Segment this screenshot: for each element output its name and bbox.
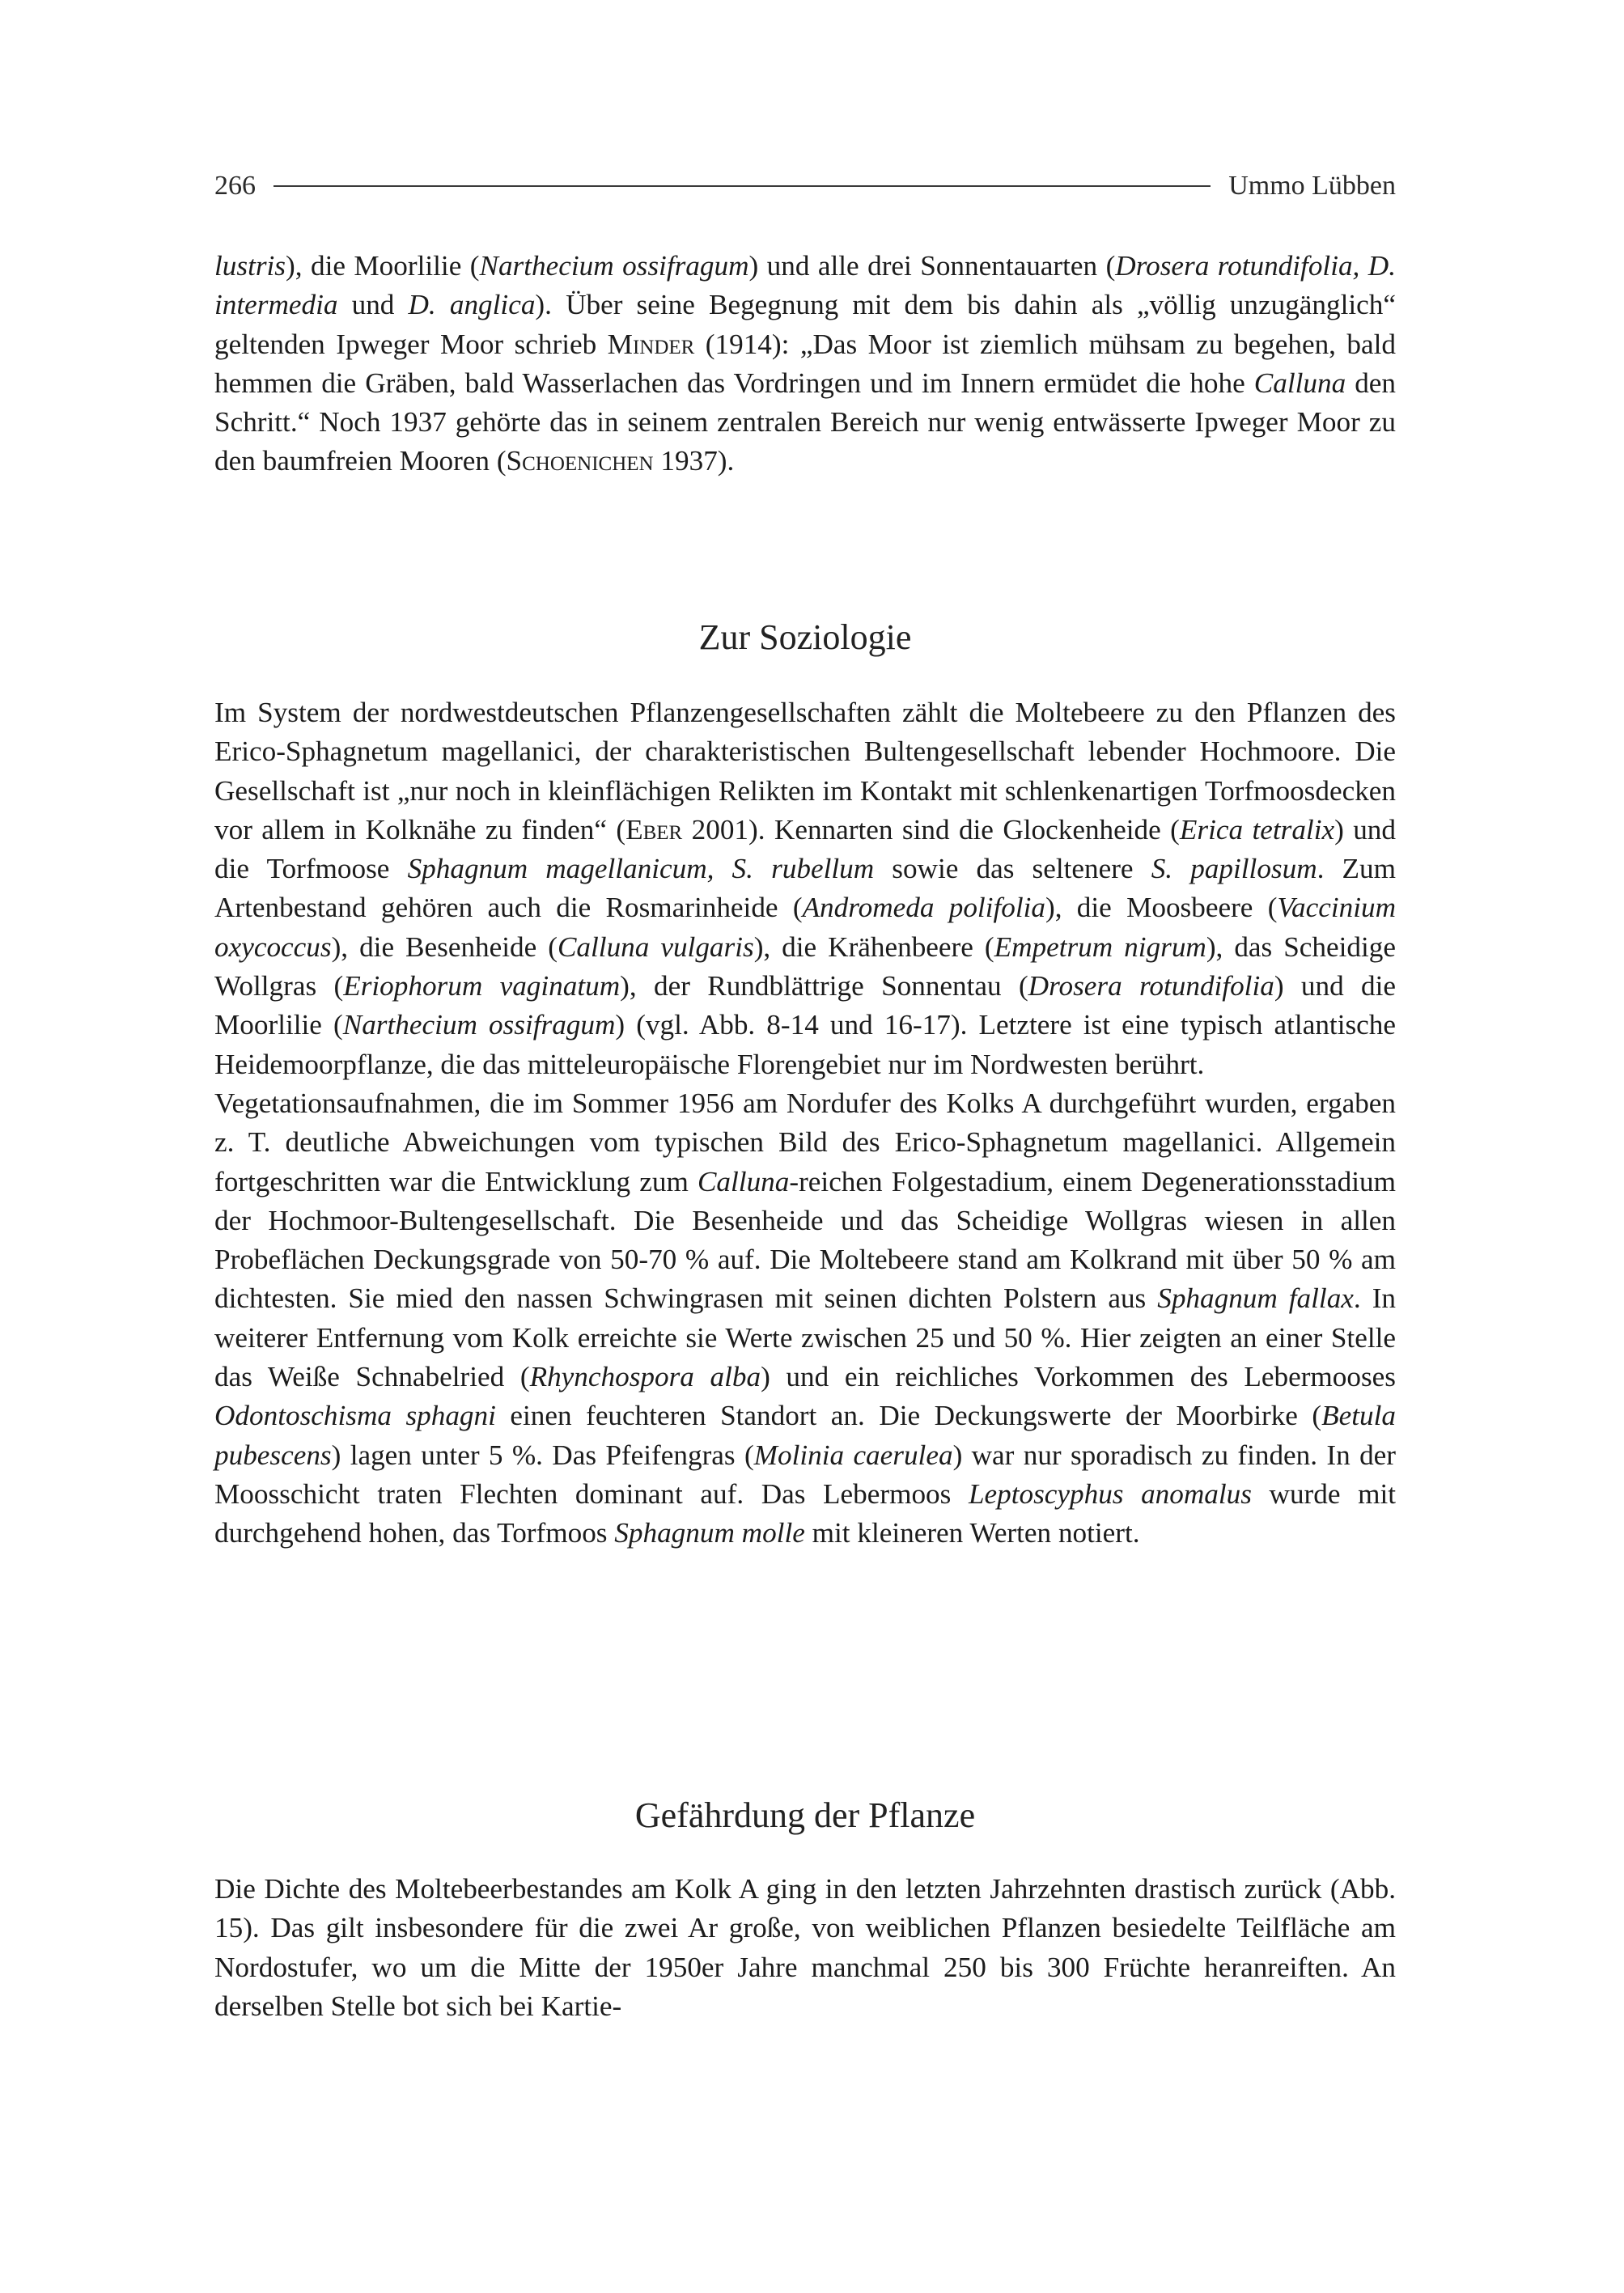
text-run: ) war nur sporadisch zu finden. In der Moosschicht traten Flechten dominant auf. Das Lebermoos [214,1439,1397,1510]
text-run: . In weiterer Entfernung vom Kolk erreichte sie Werte zwischen 25 und 50 %. Hier zeigten an einer Stelle das Weiße Schnabelried ( [214,1282,1397,1393]
running-head [214,166,1396,206]
italic-text: Leptoscyphus anomalus [968,1477,1252,1510]
text-run: ) und die Torfmoose [214,813,1396,885]
text-run: Im System der nordwestdeutschen Pflanzengesellschaften zählt die Moltebeere zu den Pflanzen des Erico-Sphagnetum magellanici, der charakteristischen Bultengesellschaft lebender Hochmoore. Die Gesellschaft ist „nur noch in kleinflächigen Relikten im Kontakt mit schlenkenartigen Torfmoosdecken vor allem in Kolknähe zu finden“ ( [214,697,1396,846]
italic-text: Calluna [697,1165,790,1197]
text-run: 2001). Kennarten sind die Glockenheide ( [682,813,1180,846]
text-run: ) und ein reichliches Vorkommen des Lebermooses [761,1361,1396,1393]
text-run: ), die Moorlilie ( [286,250,480,282]
gefaehrdung-paragraph: Die Dichte des Moltebeerbestandes am Kolk A ging in den letzten Jahrzehnten drastisch zurück (Abb. 15). Das gilt insbesondere für die zwei Ar große, von weiblichen Pflanzen besiedelte Teilfläche am Nordostufer, wo um die Mitte der 1950er Jahre manchmal 250 bis 300 Früchte heranreiften. An derselben Stelle bot sich bei Kartie- [214,1873,1396,2022]
italic-text: S. papillosum [1151,853,1317,885]
italic-text: Betula pubescens [214,1400,1396,1471]
text-run: Vegetationsaufnahmen, die im Sommer 1956 am Nordufer des Kolks A durchgeführt wurden, ergaben z. T. deutliche Abweichungen vom typischen Bild des Erico-Sphagnetum magellanici. Allgemein fortgeschritten war die Entwicklung zum [214,1087,1396,1197]
italic-text: Odontoschisma sphagni [214,1400,496,1432]
italic-text: Vaccinium oxycoccus [214,892,1397,963]
italic-text: lustris [214,250,286,282]
text-run: ) lagen unter 5 %. Das Pfeifengras ( [331,1439,754,1471]
author-citation: Minder [607,328,695,360]
italic-text: Sphagnum fallax [1157,1282,1354,1315]
text-run: den Schritt.“ Noch 1937 gehörte das in seinem zentralen Bereich nur wenig entwässerte Ipweger Moor zu den baumfreien Mooren ( [214,367,1397,477]
text-run: 1937). [653,445,735,477]
author-citation: Schoenichen [506,445,654,477]
text-run: -reichen Folgestadium, einem Degenerationsstadium der Hochmoor-Bultengesellschaft. Die Besenheide und das Scheidige Wollgras wiesen in allen Probeflächen Deckungsgrade von 50-70 % auf. Die Moltebeere stand am Kolkrand mit über 50 % am dichtesten. Sie mied den nassen Schwingrasen mit seinen dichten Polstern aus [214,1165,1396,1315]
text-run: ) (vgl. Abb. 8-14 und 16-17). Letztere ist eine typisch atlantische Heidemoorpflanze, die das mitteleuropäische Florengebiet nur im Nordwesten berührt. [214,1009,1396,1080]
text-run: ) und alle drei Sonnentauarten ( [748,250,1116,282]
author-citation: Eber [625,813,683,846]
text-run: . Zum Artenbestand gehören auch die Rosmarinheide ( [214,853,1397,924]
italic-text: Empetrum nigrum [994,930,1206,963]
text-run: mit kleineren Werten notiert. [804,1517,1140,1549]
text-run: ) und die Moorlilie ( [214,970,1396,1041]
section-heading-soziologie: Zur Soziologie [698,617,912,657]
section-heading-gefaehrdung: Gefährdung der Pflanze [634,1795,976,1835]
italic-text: Andromeda polifolia [802,892,1045,924]
text-run: sowie das seltenere [874,853,1151,885]
italic-text: Drosera rotundifolia, D. intermedia [214,250,1397,321]
running-head-author: Ummo Lübben [1228,171,1396,201]
text-run: ), der Rundblättrige Sonnentau ( [620,970,1028,1002]
italic-text: Eriophorum vaginatum [343,970,621,1002]
text-run: ), die Moosbeere ( [1045,892,1278,924]
italic-text: D. anglica [408,289,536,321]
intro-paragraph [214,247,1396,481]
italic-text: Calluna vulgaris [557,930,754,963]
text-run: wurde mit durchgehend hohen, das Torfmoos [214,1477,1397,1549]
italic-text: Erica tetralix [1179,813,1335,846]
italic-text: Narthecium ossifragum [479,250,749,282]
text-run: ), die Besenheide ( [331,930,558,963]
text-run: (1914): „Das Moor ist ziemlich mühsam zu begehen, bald hemmen die Gräben, bald Wasserlachen das Vordringen und im Innern ermüdet die hohe [214,328,1396,399]
italic-text: Rhynchospora alba [529,1361,761,1393]
header-rule [273,185,1211,187]
text-run: und [337,289,409,321]
text-run: einen feuchteren Standort an. Die Deckungswerte der Moorbirke ( [495,1400,1322,1432]
italic-text: Molinia caerulea [753,1439,953,1471]
italic-text: Drosera rotundifolia [1028,970,1274,1002]
italic-text: Narthecium ossifragum [342,1009,616,1041]
text-run: ), die Krähenbeere ( [753,930,994,963]
italic-text: Sphagnum magellanicum, S. rubellum [407,853,875,885]
page [214,0,1396,2293]
italic-text: Sphagnum molle [614,1517,805,1549]
italic-text: Calluna [1253,367,1346,399]
soziologie-paragraph [214,693,1396,1553]
page-number: 266 [214,171,256,201]
text-run: ), das Scheidige Wollgras ( [214,930,1396,1002]
text-run: ). Über seine Begegnung mit dem bis dahin als „völlig unzugänglich“ geltenden Ipweger Moor schrieb [214,289,1396,360]
